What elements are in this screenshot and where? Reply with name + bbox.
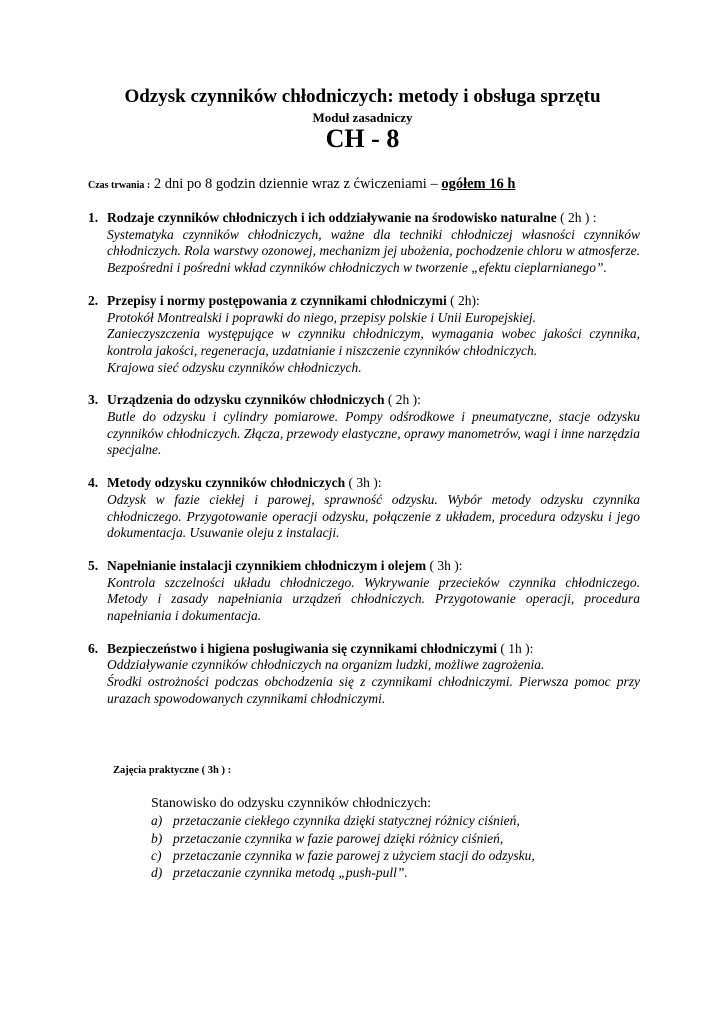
section-heading: Urządzenia do odzysku czynników chłodniczych [107, 392, 385, 408]
item-text: przetaczanie czynnika w fazie parowej dzięki różnicy ciśnień, [173, 830, 504, 846]
item-letter: b) [151, 830, 163, 846]
section-description: Butle do odzysku i cylindry pomiarowe. Pompy odśrodkowe i pneumatyczne, stacje odzysku czynników chłodniczych. Złącza, przewody elastyczne, oprawy manometrów, wagi i inne narzędzia specjalne. [107, 409, 640, 458]
section-number: 1. [88, 210, 99, 225]
section-description: Zanieczyszczenia występujące w czynniku chłodniczym, wymagania wobec jakości czynnika, kontrola jakości, regeneracja, uzdatnianie i niszczenie czynników chłodniczych. [107, 326, 640, 358]
section-hours: ( 1h ): [497, 640, 534, 656]
section-1 [88, 210, 640, 277]
section-hours: ( 3h ): [426, 557, 463, 573]
item-text: przetaczanie ciekłego czynnika dzięki statycznej różnicy ciśnień, [173, 813, 520, 829]
practical-lead: Stanowisko do odzysku czynników chłodniczych: [151, 796, 431, 811]
section-description: Kontrola szczelności układu chłodniczego. Wykrywanie przecieków czynnika chłodniczego. Metody i zasady napełniania urządzeń chłodniczych. Przygotowanie operacji, procedura napełniania i dokumentacja. [107, 574, 640, 624]
section-heading: Rodzaje czynników chłodniczych i ich oddziaływanie na środowisko naturalne [107, 210, 557, 225]
section-description: Protokół Montrealski i poprawki do niego, przepisy polskie i Unii Europejskiej. [107, 309, 536, 325]
duration-total: ogółem 16 h [441, 176, 516, 192]
duration-label: Czas trwania : [88, 180, 151, 191]
list-item [151, 864, 651, 881]
section-heading: Przepisy i normy postępowania z czynnikami chłodniczymi [107, 292, 447, 308]
duration-line [88, 176, 648, 193]
section-heading: Napełnianie instalacji czynnikiem chłodniczym i olejem [107, 557, 427, 573]
list-item [151, 812, 651, 829]
section-hours: ( 2h ) : [556, 210, 597, 225]
syllabus-sections [88, 210, 640, 708]
item-letter: a) [151, 813, 163, 829]
section-heading: Metody odzysku czynników chłodniczych [107, 475, 346, 491]
section-number: 3. [88, 392, 99, 408]
item-text: przetaczanie czynnika w fazie parowej z użyciem stacji do odzysku, [173, 847, 535, 863]
item-letter: d) [151, 865, 163, 881]
section-heading: Bezpieczeństwo i higiena posługiwania się czynnikami chłodniczymi [107, 640, 498, 656]
section-number: 5. [88, 557, 99, 573]
document-title: Odzysk czynników chłodniczych: metody i obsługa sprzętu [124, 86, 601, 107]
section-description: Odzysk w fazie ciekłej i parowej, sprawność odzysku. Wybór metody odzysku czynnika chłodniczego. Przygotowanie operacji odzysku, połączenie z układem, procedura odzysku i jego dokumentacja. Usuwanie oleju z instalacji. [107, 491, 640, 541]
section-hours: ( 2h ): [384, 392, 421, 408]
section-4 [88, 475, 640, 542]
section-description: Oddziaływanie czynników chłodniczych na organizm ludzki, możliwe zagrożenia. [107, 657, 545, 673]
section-description: Systematyka czynników chłodniczych, ważne dla techniki chłodniczej własności czynników chłodniczych. Rola warstwy ozonowej, mechanizm jej ubożenia, pochodzenie chloru w atmosferze. Bezpośredni i pośredni wkład czynników chłodniczych w tworzenie „efektu cieplarnianego”. [107, 226, 640, 276]
section-hours: ( 3h ): [345, 475, 382, 491]
item-letter: c) [151, 847, 162, 863]
section-hours: ( 2h): [446, 292, 480, 308]
practical-title: Zajęcia praktyczne ( 3h ) : [113, 765, 232, 776]
section-description: Krajowa sieć odzysku czynników chłodniczych. [107, 359, 362, 375]
module-code: CH - 8 [325, 124, 400, 153]
section-5 [88, 558, 640, 625]
section-2 [88, 293, 640, 377]
section-number: 6. [88, 640, 99, 656]
section-description: Środki ostrożności podczas obchodzenia się z czynnikami chłodniczymi. Pierwsza pomoc przy urazach spowodowanych czynnikami chłodniczymi. [107, 674, 640, 706]
item-text: przetaczanie czynnika metodą „push-pull”. [173, 865, 408, 881]
section-6 [88, 641, 640, 708]
practical-list [151, 795, 651, 881]
module-subtitle: Moduł zasadniczy [312, 110, 413, 125]
section-number: 2. [88, 292, 99, 308]
duration-text: 2 dni po 8 godzin dziennie wraz z ćwiczeniami – [153, 176, 438, 192]
section-3 [88, 392, 640, 459]
list-item [151, 830, 651, 847]
list-item [151, 847, 651, 864]
section-number: 4. [88, 475, 99, 491]
